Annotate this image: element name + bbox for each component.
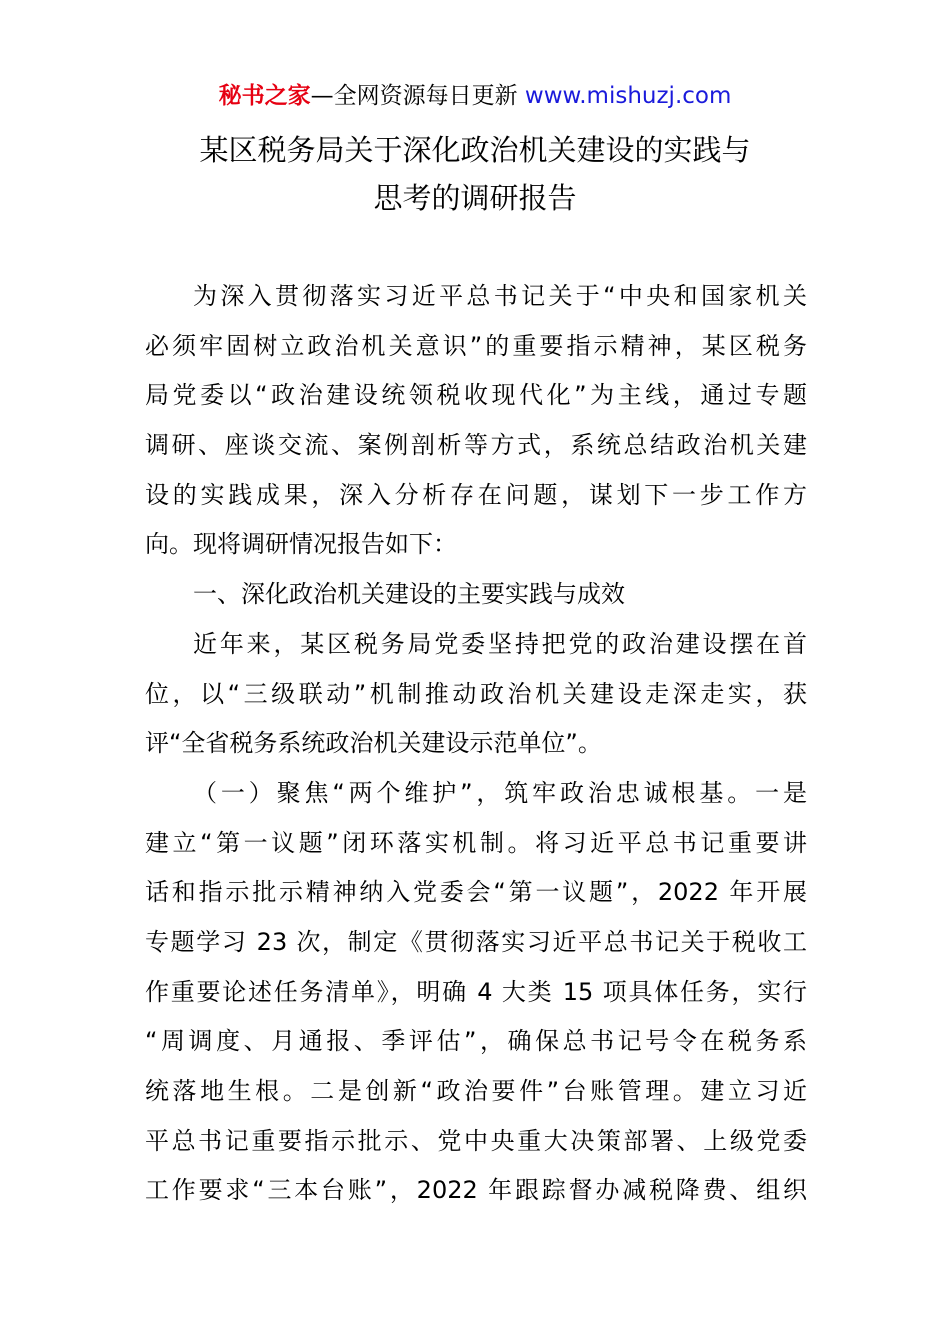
body-line: 调研、座谈交流、案例剖析等方式，系统总结政治机关建 [145,431,807,460]
body-line: 统落地生根。二是创新“政治要件”台账管理。建立习近 [145,1077,807,1105]
site-url-link[interactable]: www.mishuzj.com [524,83,732,109]
document-title [0,126,950,222]
title-line-1: 某区税务局关于深化政治机关建设的实践与 [199,133,751,167]
body-line: 设的实践成果，深入分析存在问题，谋划下一步工作方 [145,480,807,509]
site-header [0,80,950,112]
body-line: 平总书记重要指示批示、党中央重大决策部署、上级党委 [145,1126,807,1155]
body-line: 近年来，某区税务局党委坚持把党的政治建设摆在首 [193,629,807,658]
body-line: 话和指示批示精神纳入党委会“第一议题”，2022 年开展 [145,878,807,907]
body-line: 必须牢固树立政治机关意识”的重要指示精神，某区税务 [145,331,807,360]
body-line: 建立“第一议题”闭环落实机制。将习近平总书记重要讲 [145,828,807,857]
title-line-2: 思考的调研报告 [373,181,577,215]
body-line: 作重要论述任务清单》，明确 4 大类 15 项具体任务，实行 [145,977,807,1006]
body-line: 工作要求“三本台账”，2022 年跟踪督办减税降费、组织 [145,1176,807,1205]
body-line: （一）聚焦“两个维护”，筑牢政治忠诚根基。一是 [193,778,807,807]
body-line: 位，以“三级联动”机制推动政治机关建设走深走实，获 [145,679,807,708]
body-line: 为深入贯彻落实习近平总书记关于“中央和国家机关 [193,282,807,310]
body-line: “周调度、月通报、季评估”，确保总书记号令在税务系 [145,1027,807,1056]
header-tagline: —全网资源每日更新 [310,83,518,109]
document-body [145,272,807,1216]
section-heading: 一、深化政治机关建设的主要实践与成效 [193,580,625,609]
brand-name: 秘书之家 [218,83,311,109]
body-line: 评“全省税务系统政治机关建设示范单位”。 [145,729,602,758]
body-line: 局党委以“政治建设统领税收现代化”为主线，通过专题 [145,381,807,410]
body-line: 向。现将调研情况报告如下： [145,530,457,559]
body-line: 专题学习 23 次，制定《贯彻落实习近平总书记关于税收工 [145,927,807,956]
